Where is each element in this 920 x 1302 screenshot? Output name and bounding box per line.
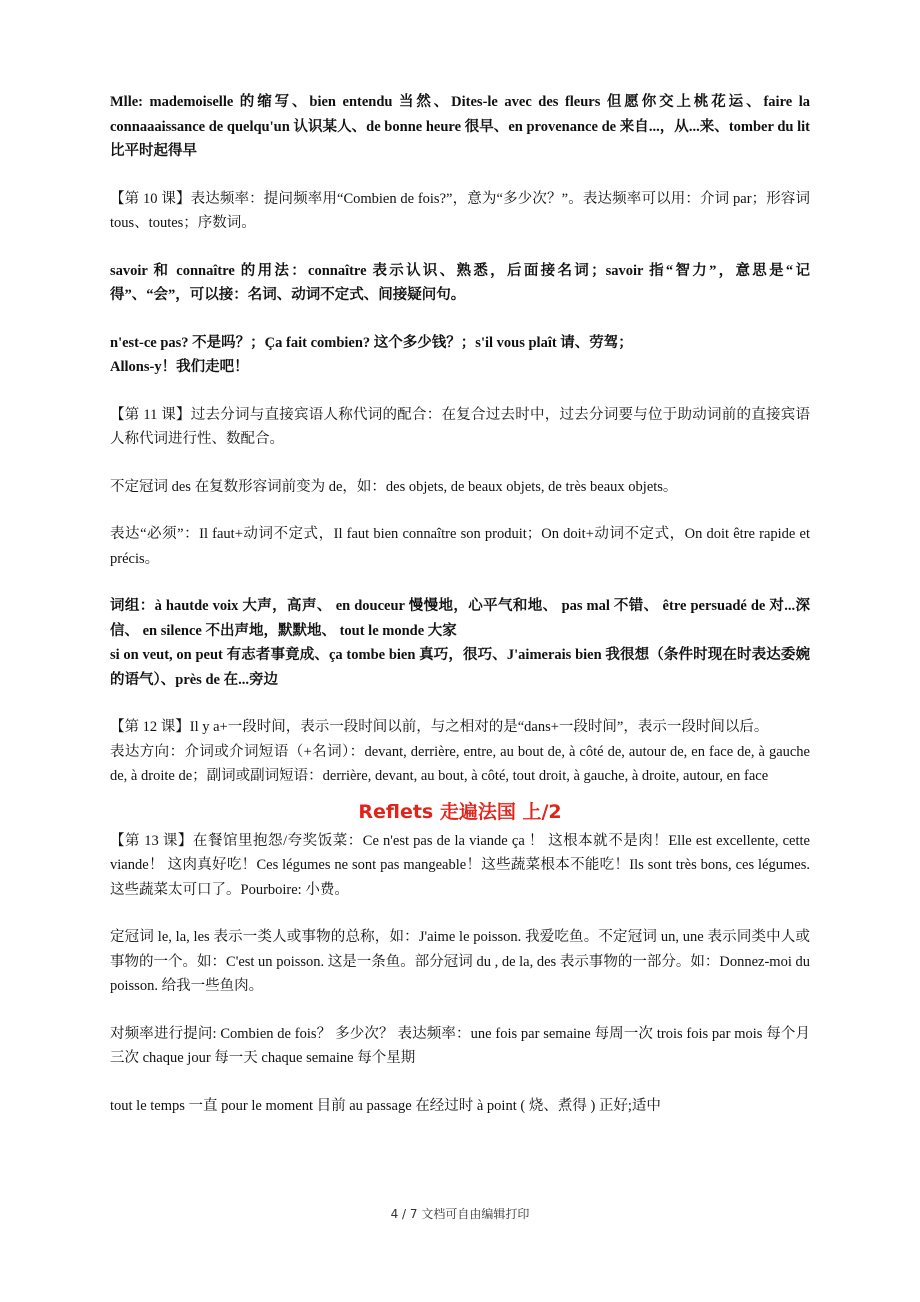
paragraph-lesson10: 【第 10 课】表达频率：提问频率用“Combien de fois?”，意为“多少次？”。表达频率可以用：介词 par；形容词 tous、toutes；序数词。 — [110, 190, 810, 231]
paragraph-articles: 定冠词 le, la, les 表示一类人或事物的总称，如：J'aime le poisson. 我爱吃鱼。不定冠词 un, une 表示同类中人或事物的一个。如：C'est un poisson. 这是一条鱼。部分冠词 du , de la, des 表示事物的一部分。如：Donnez-moi du poisson. 给我一些鱼肉。 — [110, 929, 810, 994]
page-footer: 4 / 7 文档可自由编辑打印 — [390, 1207, 530, 1221]
paragraph-lesson13: 【第 13 课】在餐馆里抱怨/夸奖饭菜：Ce n'est pas de la viande ça ！ 这根本就不是肉！Elle est excellente, cette viande！ 这肉真好吃！Ces légumes ne sont pas mangeable！这些蔬菜根本不能吃！Ils sont très bons, ces légumes. 这些蔬菜太可口了。Pourboire: 小费。 — [110, 832, 810, 898]
paragraph-allons-y: Allons-y！我们走吧！ — [110, 359, 249, 375]
paragraph-time-phrases: tout le temps 一直 pour le moment 目前 au passage 在经过时 à point ( 烧、煮得 ) 正好;适中 — [110, 1097, 661, 1114]
document-body — [110, 90, 810, 1118]
paragraph-phrases-lesson11: 词组：à hautde voix 大声，高声、 en douceur 慢慢地，心平气和地、 pas mal 不错、 être persuadé de 对...深信、 en silence 不出声地，默默地、 tout le monde 大家 — [110, 598, 810, 639]
paragraph-directions: 表达方向：介词或介词短语（+名词）：devant, derrière, entre, au bout de, à côté de, autour de, en face de, à gauche de, à droite de；副词或副词短语：derrière, devant, au bout, à côté, tout droit, à gauche, à droite, autour, en face — [110, 743, 810, 784]
paragraph-lesson11: 【第 11 课】过去分词与直接宾语人称代词的配合：在复合过去时中，过去分词要与位于助动词前的直接宾语人称代词进行性、数配合。 — [110, 406, 810, 447]
paragraph-necessity: 表达“必须”：Il faut+动词不定式，Il faut bien connaître son produit；On doit+动词不定式，On doit être rapide et précis。 — [110, 526, 810, 567]
section-heading: Reflets 走遍法国 上/2 — [358, 800, 562, 823]
paragraph-vocab-lesson9: Mlle: mademoiselle 的缩写、bien entendu 当然、Dites-le avec des fleurs 但愿你交上桃花运、faire la connaaaissance de quelqu'un 认识某人、de bonne heure 很早、en provenance de 来自...，从...来、tomber du lit 比平时起得早 — [110, 94, 810, 159]
paragraph-indefinite-article: 不定冠词 des 在复数形容词前变为 de，如：des objets, de beaux objets, de très beaux objets。 — [110, 478, 678, 495]
paragraph-frequency: 对频率进行提问: Combien de fois？ 多少次？ 表达频率：une fois par semaine 每周一次 trois fois par mois 每个月三次 chaque jour 每一天 chaque semaine 每个星期 — [110, 1025, 810, 1066]
paragraph-savoir-connaitre: savoir 和 connaître 的用法：connaître 表示认识、熟悉，后面接名词；savoir 指“智力”，意思是“记得”、“会”，可以接：名词、动词不定式、间接疑问句。 — [110, 262, 810, 303]
paragraph-lesson12: 【第 12 课】Il y a+一段时间，表示一段时间以前，与之相对的是“dans+一段时间”，表示一段时间以后。 — [110, 719, 769, 735]
paragraph-phrases-lesson11-cont: si on veut, on peut 有志者事竟成、ça tombe bien 真巧，很巧、J'aimerais bien 我很想（条件时现在时表达委婉的语气）、près de 在...旁边 — [110, 647, 810, 688]
paragraph-phrases-lesson10: n'est-ce pas? 不是吗？；Ça fait combien? 这个多少钱？；s'il vous plaît 请、劳驾； — [110, 334, 633, 351]
